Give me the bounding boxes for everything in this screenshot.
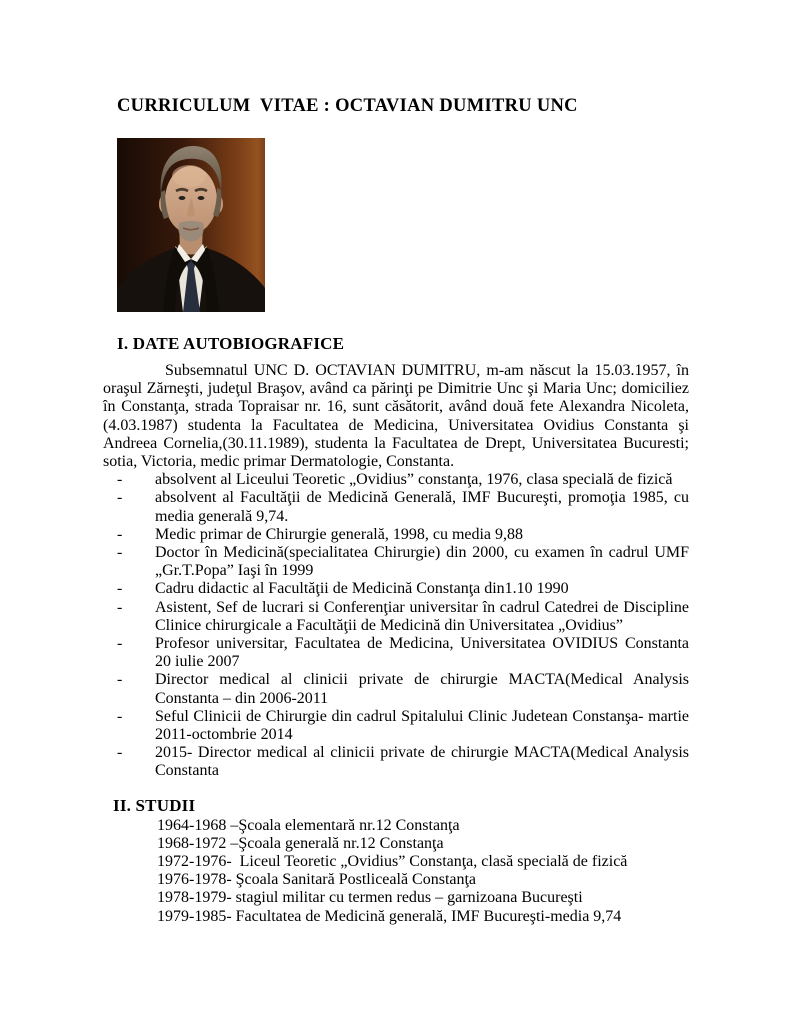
list-item [103,489,689,525]
list-item: 1976-1978- Şcoala Sanitară Postliceală Constanţa [157,871,477,889]
list-item-text: Doctor în Medicină(specialitatea Chirurgie) din 2000, cu examen în cadrul UMF „Gr.T.Popa” Iaşi în 1999 [155,544,689,580]
list-item [103,471,689,489]
list-item: 1979-1985- Facultatea de Medicină generală, IMF Bucureşti-media 9,74 [157,907,622,925]
list-item: 1964-1968 –Şcoala elementară nr.12 Constanţa [157,816,460,834]
portrait-photo [117,138,265,312]
intro-paragraph: Subsemnatul UNC D. OCTAVIAN DUMITRU, m-am născut la 15.03.1957, în oraşul Zărneşti, judeţul Braşov, având ca părinţi pe Dimitrie Unc şi Maria Unc; domiciliez în Constanţa, strada Topraisar nr. 16, sunt căsătorit, având două fete Alexandra Nicoleta,(4.03.1987) studenta la Facultatea de Medicina, Universitatea Ovidius Constanta şi Andreea Cornelia,(30.11.1989), studenta la Facultatea de Drept, Universitatea Bucuresti; sotia, Victoria, medic primar Dermatologie, Constanta. [103,362,697,471]
list-item-text: absolvent al Facultăţii de Medicină Generală, IMF Bucureşti, promoţia 1985, cu media generală 9,74. [155,489,689,525]
bullet-dash: - [117,489,123,507]
bullet-dash: - [117,525,123,543]
list-item: 1972-1976- Liceul Teoretic „Ovidius” Constanţa, clasă specială de fizică [157,853,628,871]
list-item-text: Medic primar de Chirurgie generală, 1998, cu media 9,88 [155,525,524,543]
portrait-photo-image [117,138,265,312]
bullet-dash: - [117,707,123,725]
autobiography-list [103,471,689,780]
list-item [103,580,689,598]
studies-list [103,817,689,926]
list-item-text: absolvent al Liceului Teoretic „Ovidius” constanţa, 1976, clasa specială de fizică [155,471,673,489]
list-item [103,544,689,580]
list-item [103,708,689,744]
list-item-text: Cadru didactic al Facultăţii de Medicină Constanţa din1.10 1990 [155,580,569,598]
list-item: 1968-1972 –Şcoala generală nr.12 Constanţa [157,834,444,852]
page-title: CURRICULUM VITAE : OCTAVIAN DUMITRU UNC [117,96,578,116]
list-item [103,635,689,671]
section-heading-studii: II. STUDII [113,795,196,815]
list-item [103,744,689,780]
list-item-text: Director medical al clinicii private de chirurgie MACTA(Medical Analysis Constanta – din 2006-2011 [155,671,689,707]
bullet-dash: - [117,580,123,598]
list-item-text: Profesor universitar, Facultatea de Medicina, Universitatea OVIDIUS Constanta 20 iulie 2007 [155,635,689,671]
list-item [103,599,689,635]
list-item: 1978-1979- stagiul militar cu termen redus – garnizoana Bucureşti [157,889,583,907]
bullet-dash: - [117,671,123,689]
list-item-text: Seful Clinicii de Chirurgie din cadrul Spitalului Clinic Judetean Constanşa- martie 2011-octombrie 2014 [155,707,689,744]
bullet-dash: - [117,635,123,653]
bullet-dash: - [117,544,123,562]
list-item [103,526,689,544]
bullet-dash: - [117,744,123,762]
list-item-text: 2015- Director medical al clinicii private de chirurgie MACTA(Medical Analysis Constanta [155,744,689,780]
list-item-text: Asistent, Sef de lucrari si Conferenţiar universitar în cadrul Catedrei de Discipline Clinice chirurgicale a Facultăţii de Medicină din Universitatea „Ovidius” [155,598,689,634]
section-heading-date-autobiografice: I. DATE AUTOBIOGRAFICE [117,334,345,353]
bullet-dash: - [117,598,123,616]
bullet-dash: - [117,471,123,489]
list-item [103,671,689,707]
